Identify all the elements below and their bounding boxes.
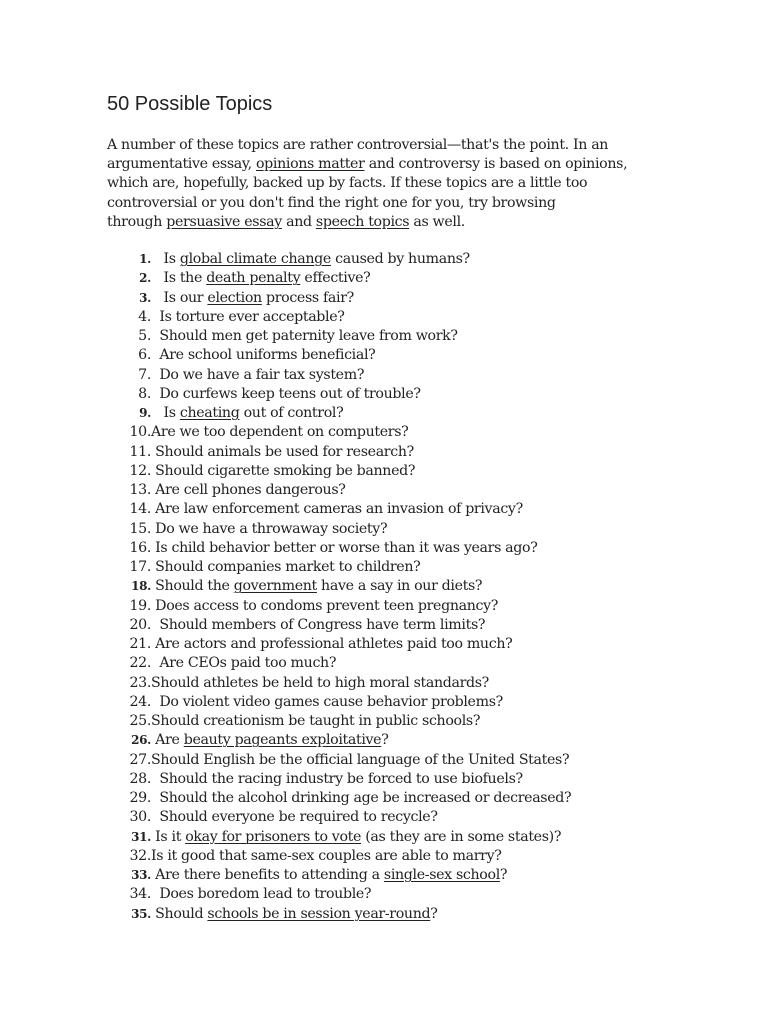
inline-link[interactable]: election <box>207 289 262 306</box>
text-segment: Should members of Congress have term limits? <box>159 616 486 633</box>
text-segment: argumentative essay, <box>107 156 256 173</box>
list-item-text <box>155 481 345 500</box>
list-item-text <box>163 404 343 423</box>
list-item <box>107 423 667 442</box>
list-item-text <box>163 289 353 308</box>
list-item-number: 28. <box>129 770 151 787</box>
list-item-number: 15. <box>129 520 151 537</box>
list-item-spacer <box>151 885 159 904</box>
text-segment: Should the racing industry be forced to use biofuels? <box>159 770 523 787</box>
list-item <box>107 674 667 693</box>
list-item-number: 3. <box>139 290 151 305</box>
list-item <box>107 558 667 577</box>
inline-link[interactable]: single-sex school <box>383 867 500 884</box>
list-item-spacer <box>151 616 159 635</box>
text-segment: and controversy is based on opinions, <box>364 156 628 173</box>
list-item-text <box>159 385 420 404</box>
list-item-number: 14. <box>129 501 151 518</box>
list-item-number: 6. <box>138 347 151 364</box>
list-item-number: 13. <box>129 482 151 499</box>
text-segment: Should athletes be held to high moral standards? <box>151 674 489 691</box>
list-item-text <box>155 731 388 750</box>
list-item <box>107 289 667 308</box>
list-item <box>107 885 667 904</box>
list-item <box>107 789 667 808</box>
list-item-text <box>155 577 482 596</box>
text-segment: effective? <box>300 270 371 287</box>
text-segment: ? <box>499 867 508 884</box>
text-segment: Is the <box>163 270 207 287</box>
list-item-text <box>155 905 437 924</box>
text-segment: Should everyone be required to recycle? <box>159 809 438 826</box>
list-item-text <box>155 520 387 539</box>
list-item <box>107 770 667 789</box>
list-item-text <box>151 847 502 866</box>
list-item-number: 2. <box>139 271 151 286</box>
list-item <box>107 327 667 346</box>
list-item-spacer <box>151 250 163 269</box>
list-item <box>107 462 667 481</box>
list-item-number: 34. <box>129 886 151 903</box>
text-segment: Are law enforcement cameras an invasion of privacy? <box>155 501 523 518</box>
text-segment: through <box>107 213 167 230</box>
list-item-number: 25. <box>129 713 151 730</box>
text-segment: Should English be the official language of the United States? <box>151 751 570 768</box>
list-item-text <box>151 423 408 442</box>
list-item-text <box>159 770 522 789</box>
list-item-number: 8. <box>138 385 151 402</box>
text-segment: Should the alcohol drinking age be increased or decreased? <box>159 790 572 807</box>
list-item-number: 5. <box>138 328 151 345</box>
list-item-text <box>159 808 437 827</box>
list-item-spacer <box>151 327 159 346</box>
inline-link[interactable]: global climate change <box>179 251 331 268</box>
inline-link[interactable]: okay for prisoners to vote <box>185 828 362 845</box>
list-item-number: 30. <box>129 809 151 826</box>
list-item-text <box>151 751 569 770</box>
list-item-number: 18. <box>131 579 151 594</box>
list-item-number: 21. <box>129 636 151 653</box>
list-item <box>107 250 667 269</box>
list-item <box>107 577 667 596</box>
list-item <box>107 847 667 866</box>
list-item-text <box>159 327 457 346</box>
list-item-text <box>163 250 469 269</box>
list-item <box>107 866 667 885</box>
list-item-number: 32. <box>129 847 151 864</box>
list-item <box>107 597 667 616</box>
list-item-text <box>159 308 344 327</box>
text-segment: Should the <box>155 578 234 595</box>
list-item-number: 26. <box>131 733 151 748</box>
list-item-text <box>155 866 507 885</box>
inline-link[interactable]: beauty pageants exploitative <box>183 732 382 749</box>
text-segment: Do violent video games cause behavior problems? <box>159 693 503 710</box>
text-segment: (as they are in some states)? <box>361 828 562 845</box>
list-item-number: 10. <box>129 424 151 441</box>
list-item-text <box>163 269 370 288</box>
list-item-text <box>155 828 561 847</box>
text-segment: ? <box>430 905 438 922</box>
list-item-number: 23. <box>129 674 151 691</box>
text-segment: Are cell phones dangerous? <box>155 482 346 499</box>
text-segment: Is it <box>155 828 186 845</box>
list-item-text <box>159 885 371 904</box>
text-segment: which are, hopefully, backed up by facts. If these topics are a little too <box>107 175 588 192</box>
text-segment: Should <box>155 905 208 922</box>
list-item-number: 19. <box>129 597 151 614</box>
list-item <box>107 635 667 654</box>
list-item-text <box>155 558 420 577</box>
intro-line <box>107 194 652 213</box>
list-item-text <box>155 635 512 654</box>
text-segment: Is it good that same-sex couples are able to marry? <box>151 847 502 864</box>
list-item-text <box>155 500 523 519</box>
text-segment: Should companies market to children? <box>155 559 421 576</box>
list-item-text <box>155 539 537 558</box>
list-item <box>107 481 667 500</box>
inline-link[interactable]: schools be in session year-round <box>207 905 431 922</box>
list-item-spacer <box>151 808 159 827</box>
list-item <box>107 828 667 847</box>
list-item-spacer <box>151 366 159 385</box>
intro-line <box>107 136 652 155</box>
text-segment: as well. <box>409 213 465 230</box>
text-segment: Are <box>155 732 184 749</box>
list-item-spacer <box>151 404 163 423</box>
text-segment: Are school uniforms beneficial? <box>159 347 376 364</box>
intro-line <box>107 174 652 193</box>
text-segment: out of control? <box>239 405 344 422</box>
text-segment: Are actors and professional athletes paid too much? <box>155 636 513 653</box>
text-segment: Should men get paternity leave from work? <box>159 328 458 345</box>
list-item-text <box>159 789 571 808</box>
text-segment: Should creationism be taught in public schools? <box>151 713 481 730</box>
text-segment: A number of these topics are rather controversial—that's the point. In an <box>107 137 609 153</box>
list-item <box>107 520 667 539</box>
inline-link[interactable]: persuasive essay <box>166 213 282 230</box>
list-item-number: 31. <box>131 829 151 844</box>
intro-line <box>107 213 652 232</box>
list-item-number: 12. <box>129 462 151 479</box>
inline-link[interactable]: opinions matter <box>255 156 365 173</box>
list-item <box>107 693 667 712</box>
text-segment: have a say in our diets? <box>316 578 483 595</box>
list-item <box>107 269 667 288</box>
list-item-spacer <box>151 789 159 808</box>
intro-paragraph <box>107 136 652 232</box>
list-item <box>107 443 667 462</box>
list-item-spacer <box>151 269 163 288</box>
list-item <box>107 731 667 750</box>
list-item-text <box>159 616 485 635</box>
list-item-spacer <box>151 385 159 404</box>
topics-list <box>107 250 667 924</box>
list-item-number: 29. <box>129 790 151 807</box>
inline-link[interactable]: government <box>233 578 317 595</box>
list-item-spacer <box>151 289 163 308</box>
text-segment: Is <box>163 251 180 268</box>
list-item-number: 16. <box>129 539 151 556</box>
list-item-number: 22. <box>129 655 151 672</box>
text-segment: Should animals be used for research? <box>155 443 414 460</box>
inline-link[interactable]: cheating <box>179 405 240 422</box>
list-item-text <box>159 366 364 385</box>
text-segment: Are we too dependent on computers? <box>151 424 409 441</box>
text-segment: Are CEOs paid too much? <box>159 655 337 672</box>
text-segment: Are there benefits to attending a <box>155 867 384 884</box>
list-item-text <box>155 443 414 462</box>
list-item-text <box>155 597 498 616</box>
list-item-number: 24. <box>129 693 151 710</box>
list-item <box>107 751 667 770</box>
text-segment: Do we have a fair tax system? <box>159 366 365 383</box>
list-item-number: 11. <box>129 443 151 460</box>
list-item <box>107 346 667 365</box>
list-item-number: 4. <box>138 308 151 325</box>
list-item <box>107 905 667 924</box>
intro-line <box>107 155 652 174</box>
list-item <box>107 616 667 635</box>
list-item-number: 17. <box>129 559 151 576</box>
text-segment: Does boredom lead to trouble? <box>159 886 372 903</box>
text-segment: ? <box>381 732 389 749</box>
list-item-number: 35. <box>131 906 151 921</box>
list-item-text <box>151 712 480 731</box>
text-segment: Is our <box>163 289 208 306</box>
text-segment: controversial or you don't find the right one for you, try browsing <box>107 194 556 211</box>
text-segment: Should cigarette smoking be banned? <box>155 462 416 479</box>
list-item <box>107 654 667 673</box>
text-segment: Is <box>163 405 180 422</box>
list-item <box>107 539 667 558</box>
text-segment: Is child behavior better or worse than it was years ago? <box>155 539 538 556</box>
list-item-spacer <box>151 308 159 327</box>
list-item <box>107 404 667 423</box>
list-item-text <box>159 654 336 673</box>
list-item-number: 20. <box>129 616 151 633</box>
list-item-text <box>159 693 503 712</box>
text-segment: Does access to condoms prevent teen pregnancy? <box>155 597 499 614</box>
list-item <box>107 808 667 827</box>
list-item <box>107 366 667 385</box>
list-item <box>107 308 667 327</box>
text-segment: Do curfews keep teens out of trouble? <box>159 385 421 402</box>
text-segment: process fair? <box>261 289 354 306</box>
text-segment: Do we have a throwaway society? <box>155 520 388 537</box>
list-item <box>107 712 667 731</box>
text-segment: caused by humans? <box>330 251 470 268</box>
list-item-number: 7. <box>138 366 151 383</box>
list-item-spacer <box>151 693 159 712</box>
text-segment: Is torture ever acceptable? <box>159 308 345 325</box>
list-item-text <box>155 462 415 481</box>
list-item-number: 9. <box>139 406 151 421</box>
list-item-spacer <box>151 770 159 789</box>
list-item-text <box>159 346 375 365</box>
list-item-number: 27. <box>129 751 151 768</box>
list-item-number: 33. <box>131 868 151 883</box>
document-page <box>107 90 667 924</box>
list-item-number: 1. <box>139 252 151 267</box>
list-item <box>107 385 667 404</box>
text-segment: and <box>281 213 316 230</box>
list-item-text <box>151 674 489 693</box>
page-title: 50 Possible Topics <box>107 93 273 115</box>
list-item <box>107 500 667 519</box>
inline-link[interactable]: death penalty <box>206 270 301 287</box>
inline-link[interactable]: speech topics <box>315 213 410 230</box>
